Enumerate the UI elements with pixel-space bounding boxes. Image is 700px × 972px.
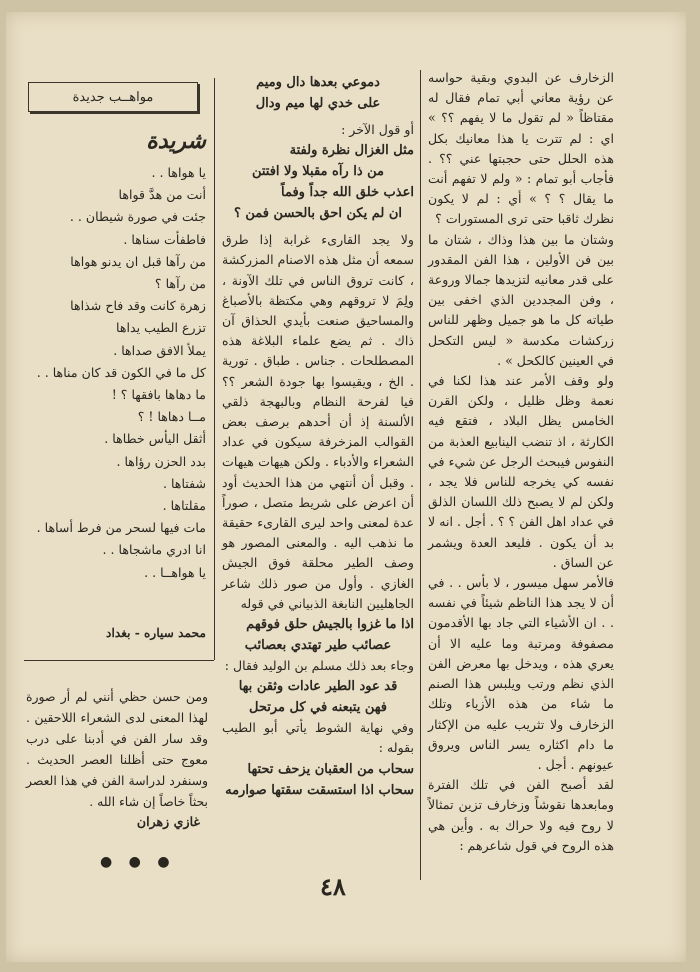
poem-line: زهرة كانت وقد فاح شذاها [70, 298, 206, 314]
section-title: مواهــب جديدة [72, 89, 154, 105]
paragraph: وشتان ما بين هذا وذاك ، شتان ما بين فن الأولين ، هذا الفن المقدور على قدر معانيه لتزيدها جمالا وروعة ، وفن المجددين الذي اخفى بين طياته كل ما هو جميل وظهر للناس زركشات مكدسة « ليس التكحل في العينين كالكحل » . [428, 231, 614, 368]
verse-line: من ذا رآه مقبلا ولا افتتن [251, 164, 385, 180]
paragraph: أو قول الآخر : [341, 122, 414, 137]
article-column-middle [222, 72, 414, 801]
paragraph: ولو وقف الأمر عند هذا لكنا في نعمة وظل ظليل ، ولكن القرن الخامس يظل البلاد ، فتقع فيه الكارثة ، اذ تنضب الينابيع العذبة من النفوس فيبحث الرجل عن شيء في نفسه كي يخرجه للناس فلا يجد ، ولكن لم لا يصبح ذلك اللسان الذلق في عداد اهل الفن ؟ ؟ . أجل . انه لا بد أن يكون . فليعد العدة ويشمر عن الساق . [428, 373, 614, 570]
poem-line: يا هواهــا . . [144, 564, 206, 580]
verse-line: سحاب من العقبان يزحف تحتها [247, 761, 414, 777]
article-column-right [428, 68, 614, 856]
poem-line: شفتاها . [162, 475, 206, 491]
section-divider [24, 660, 214, 661]
verse-line: اذا ما غزوا بالجيش حلق فوقهم [246, 617, 414, 633]
page-number: ٤٨ [320, 872, 346, 901]
verse-line: اعذب خلق الله جداً وفماً [280, 185, 414, 201]
poem-line: أثقل اليأس خطاها . [104, 431, 206, 447]
poem-line: جئت في صورة شيطان . . [69, 209, 206, 225]
poem-line: مات فيها لسحر من فرط أساها . [36, 520, 206, 536]
paragraph: فالأمر سهل ميسور ، لا بأس . . في أن لا يجد هذا الناظم شيئاً في نفسه . . ان الأشياء التي جاد بها الأقدمون مصفوفة ومرتبة وما عليه الا أن يعري هذه ، ويدخل بها معرض الفن الذي نظم ورتب ويلبس هذا الصنم ما شاء من هذه الأزياء وتلك الزخارف ولا تثريب عليه من الإكثار ما دام اكثاره يسر الناس ويروق عيونهم . أجل . [428, 575, 614, 772]
poem-line: من رآها قبل ان يدنو هواها [70, 253, 206, 269]
paragraph: وفي نهاية الشوط يأتي أبو الطيب بقوله : [222, 720, 414, 756]
poem-line: يملأ الافق صداها . [113, 342, 206, 358]
paragraph: الزخارف عن البدوي وبقية حواسه عن رؤية معاني أبي تمام فقال له مقتاظاً « لم تقول ما لا يفهم ؟؟ » اي : لم تترت يا هذا معانيك بكل هذه الحلل حتى حجبتها عني ؟؟ . فأجاب أبو تمام : « ولم لا تفهم أنت ما يقال ؟ ؟ » أي : لم لا يكون نظرك ثاقبا حتى ترى المستورات ؟ [428, 70, 614, 227]
verse-line: ان لم يكن احق بالحسن فمن ؟ [233, 206, 403, 222]
paragraph: ولا يجد القارىء غرابة إذا طرق سمعه أن مثل هذه الاصنام المزركشة ، كانت تروق الناس في تلك الآونة ، ولِمَ لا تروقهم وهي مكتظة بالأصباغ والمساحيق صنعت بأيدي الحذاق آن ذاك . ثم يضع علماء البلاغة هذه المصطلحات . جناس . طباق . تورية . الخ ، ويقيسوا بها جودة الشعر ؟؟ فيا لفرحة النظام وبالبهجة ذلقي الألسنة إذ أن أحدهم برصف بعض القوالب المزخرفة سيكون في عداد الشعراء والأدباء . ولكن هيهات هيهات . وقبل أن أنتهي من هذا الحديث أود أن اعرض على شريط متصل ، صوراً عدة لمعنى واحد ليرى القارىء حقيقة ما نذهب اليه . والمعنى المصور هو وصف الطير محلقة فوق الجيش الغازي . وأول من صور ذلك شاعر الجاهليين النابغة الذبياني في قوله [222, 232, 414, 611]
poem-author: محمد سياره - بغداد [106, 626, 206, 640]
poem-body [28, 162, 206, 584]
poem-line: أنت من هدَّ قواها [118, 187, 206, 203]
poem-line: انا ادري ماشجاها . . [102, 542, 206, 558]
section-title-box [28, 82, 198, 112]
verse-line: عصائب طير تهتدي بعصائب [244, 638, 392, 654]
paragraph: ومن حسن حظي أنني لم أر صورة لهذا المعنى لدى الشعراء اللاحقين . وقد سار الفن في أدبنا على درب معوج حتى أظلنا العصر الحديث . وسنفرد لدراسة الفن في هذا العصر بحثاً خاصاً إن شاء الله . [26, 689, 208, 809]
article-author: غازي زهران [136, 814, 200, 829]
poem-line: من رآها ؟ [154, 276, 206, 292]
verse-line: على خدي لها ميم ودال [255, 96, 381, 111]
poem-line: بدد الحزن رؤاها . [116, 453, 206, 469]
verse-line: قد عود الطير عادات وثقن بها [238, 679, 398, 695]
article-column-left [26, 686, 208, 812]
poem-title: شريدة [146, 128, 206, 154]
ornament-dots: ● ● ● [100, 854, 176, 870]
poem-line: تزرع الطيب يداها [116, 320, 206, 336]
paragraph: وجاء بعد ذلك مسلم بن الوليد فقال : [224, 658, 414, 674]
verse-line: مثل الغزال نظرة ولفتة [289, 143, 414, 159]
poem-line: ما دهاها بافقها ؟ ! [111, 387, 206, 403]
column-divider [214, 78, 215, 660]
poem-line: مقلتاها . [162, 498, 206, 514]
column-divider [420, 70, 421, 880]
paragraph: لقد أصبح الفن في تلك الفترة ومابعدها نقوشاً وزخارف تزين تمثالاً لا روح فيه ولا حراك به . وأين هي هذه الروح في قول شاعرهم : [428, 777, 614, 853]
verse-line: دموعي بعدها دال وميم [256, 75, 380, 90]
poem-line: مــا دهاها ! ؟ [137, 409, 206, 425]
poem-line: كل ما في الكون قد كان مناها . . [36, 364, 206, 380]
poem-line: فاطفأت سناها . [123, 231, 206, 247]
verse-line: سحاب اذا استسقت سقتها صوارمه [225, 782, 414, 798]
verse-line: فهن يتبعنه في كل مرتحل [249, 700, 387, 716]
poem-line: يا هواها . . [151, 165, 206, 180]
